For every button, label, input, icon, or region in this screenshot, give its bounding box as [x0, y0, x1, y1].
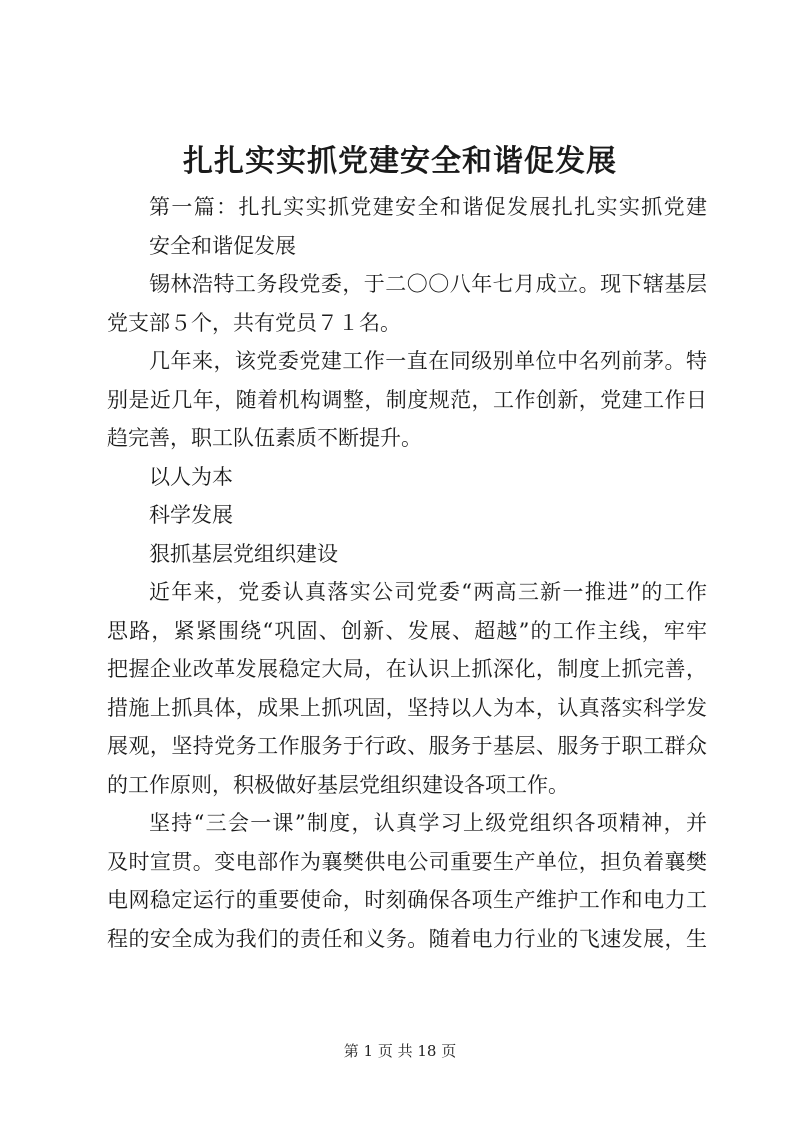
paragraph-2: [107, 265, 707, 342]
text-line: 坚持“三会一课”制度，认真学习上级党组织各项精神，并: [149, 811, 707, 835]
text-line: 近年来，党委认真落实公司党委“两高三新一推进”的工作: [149, 580, 707, 604]
text-line: 及时宣贯。变电部作为襄樊供电公司重要生产单位，担负着襄樊: [107, 849, 707, 874]
text-line: 以人为本: [149, 464, 233, 489]
text-line: 党支部５个，共有党员７１名。: [107, 310, 401, 335]
paragraph-5: [107, 496, 707, 535]
text-line: 电网稳定运行的重要使命，时刻确保各项生产维护工作和电力工: [107, 888, 707, 912]
document-body: [107, 188, 707, 958]
paragraph-4: [107, 458, 707, 497]
paragraph-7: [107, 573, 707, 804]
text-line: 别是近几年，随着机构调整，制度规范，工作创新，党建工作日: [107, 387, 707, 412]
text-line: 第一篇：扎扎实实抓党建安全和谐促发展扎扎实实抓党建: [149, 195, 707, 219]
text-line: 措施上抓具体，成果上抓巩固，坚持以人为本，认真落实科学发: [107, 695, 707, 720]
text-line: 展观，坚持党务工作服务于行政、服务于基层、服务于职工群众: [107, 734, 707, 758]
text-line: 安全和谐促发展: [149, 233, 296, 258]
text-line: 的工作原则，积极做好基层党组织建设各项工作。: [107, 772, 569, 797]
text-line: 锡林浩特工务段党委，于二〇〇八年七月成立。现下辖基层: [149, 272, 707, 296]
text-line: 狠抓基层党组织建设: [149, 541, 338, 566]
paragraph-6: [107, 535, 707, 574]
text-line: 把握企业改革发展稳定大局，在认识上抓深化，制度上抓完善，: [107, 657, 707, 681]
text-line: 科学发展: [149, 503, 233, 527]
paragraph-8: [107, 804, 707, 958]
paragraph-1: [107, 188, 707, 265]
text-line: 几年来，该党委党建工作一直在同级别单位中名列前茅。特: [149, 349, 707, 373]
text-line: 程的安全成为我们的责任和义务。随着电力行业的飞速发展，生: [107, 926, 707, 951]
paragraph-3: [107, 342, 707, 458]
text-line: 思路，紧紧围绕“巩固、创新、发展、超越”的工作主线，牢牢: [107, 618, 707, 643]
page-number-footer: 第 1 页 共 18 页: [343, 1042, 457, 1060]
document-title: 扎扎实实抓党建安全和谐促发展: [183, 144, 617, 179]
text-line: 趋完善，职工队伍素质不断提升。: [107, 426, 422, 450]
